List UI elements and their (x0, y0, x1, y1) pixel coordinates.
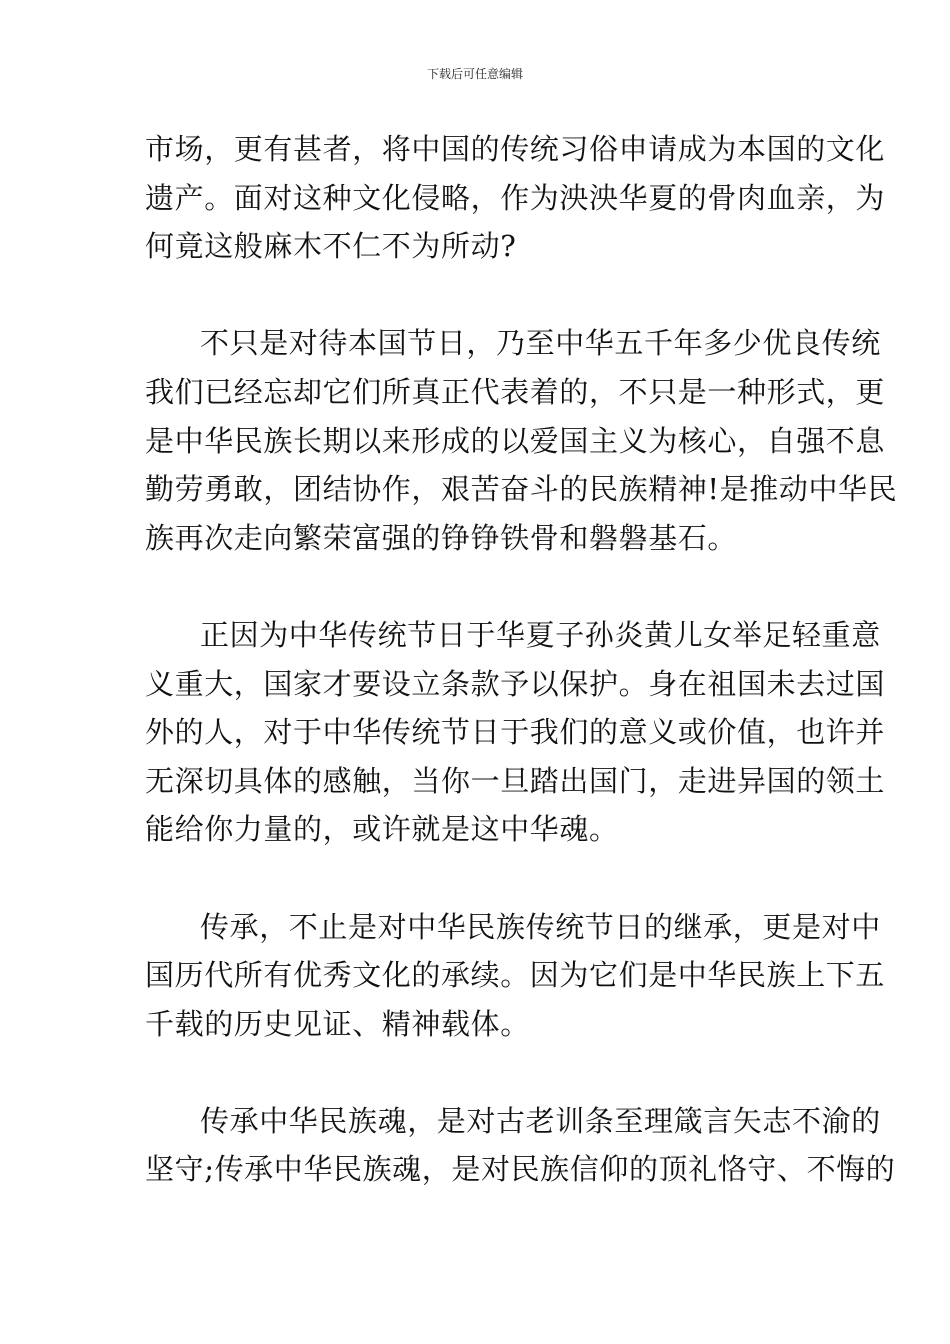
page-header: 下载后可任意编辑 (426, 67, 523, 81)
text-line: 外的人，对于中华传统节日于我们的意义或价值，也许并 (145, 715, 886, 750)
paragraph-3 (145, 611, 886, 854)
paragraph-gap (145, 854, 807, 903)
text-line: 不只是对待本国节日，乃至中华五千年多少优良传统 (200, 326, 881, 361)
paragraph-5 (145, 1097, 896, 1194)
paragraph-4 (145, 903, 886, 1049)
text-line: 无深切具体的感触，当你一旦踏出国门，走进异国的领土 (145, 763, 886, 798)
text-line: 义重大，国家才要设立条款予以保护。身在祖国未去过国 (145, 666, 886, 701)
text-line: 坚守;传承中华民族魂，是对民族信仰的顶礼恪守、不悔的 (145, 1152, 896, 1187)
paragraph-gap (145, 1048, 807, 1097)
paragraph-1 (145, 125, 886, 271)
text-line: 何竟这般麻木不仁不为所动? (145, 229, 517, 264)
text-line: 勤劳勇敢，团结协作，艰苦奋斗的民族精神!是推动中华民 (145, 472, 898, 507)
text-line: 传承，不止是对中华民族传统节日的继承，更是对中 (200, 909, 881, 944)
text-line: 市场，更有甚者，将中国的传统习俗申请成为本国的文化 (145, 132, 886, 166)
text-line: 正因为中华传统节日于华夏子孙炎黄儿女举足轻重意 (200, 617, 881, 652)
text-line: 是中华民族长期以来形成的以爱国主义为核心，自强不息 (145, 423, 886, 458)
paragraph-gap (145, 271, 807, 320)
text-line: 遗产。面对这种文化侵略，作为泱泱华夏的骨肉血亲，为 (145, 180, 886, 215)
paragraph-gap (145, 562, 807, 611)
text-line: 千载的历史见证、精神载体。 (145, 1006, 530, 1041)
document-body (145, 125, 898, 1194)
text-line: 国历代所有优秀文化的承续。因为它们是中华民族上下五 (145, 958, 886, 993)
text-line: 我们已经忘却它们所真正代表着的，不只是一种形式，更 (145, 374, 886, 409)
paragraph-2 (145, 319, 898, 562)
text-line: 族再次走向繁荣富强的铮铮铁骨和磐磐基石。 (145, 520, 738, 555)
text-line: 能给你力量的，或许就是这中华魂。 (145, 812, 619, 847)
text-line: 传承中华民族魂，是对古老训条至理箴言矢志不渝的 (200, 1103, 881, 1138)
